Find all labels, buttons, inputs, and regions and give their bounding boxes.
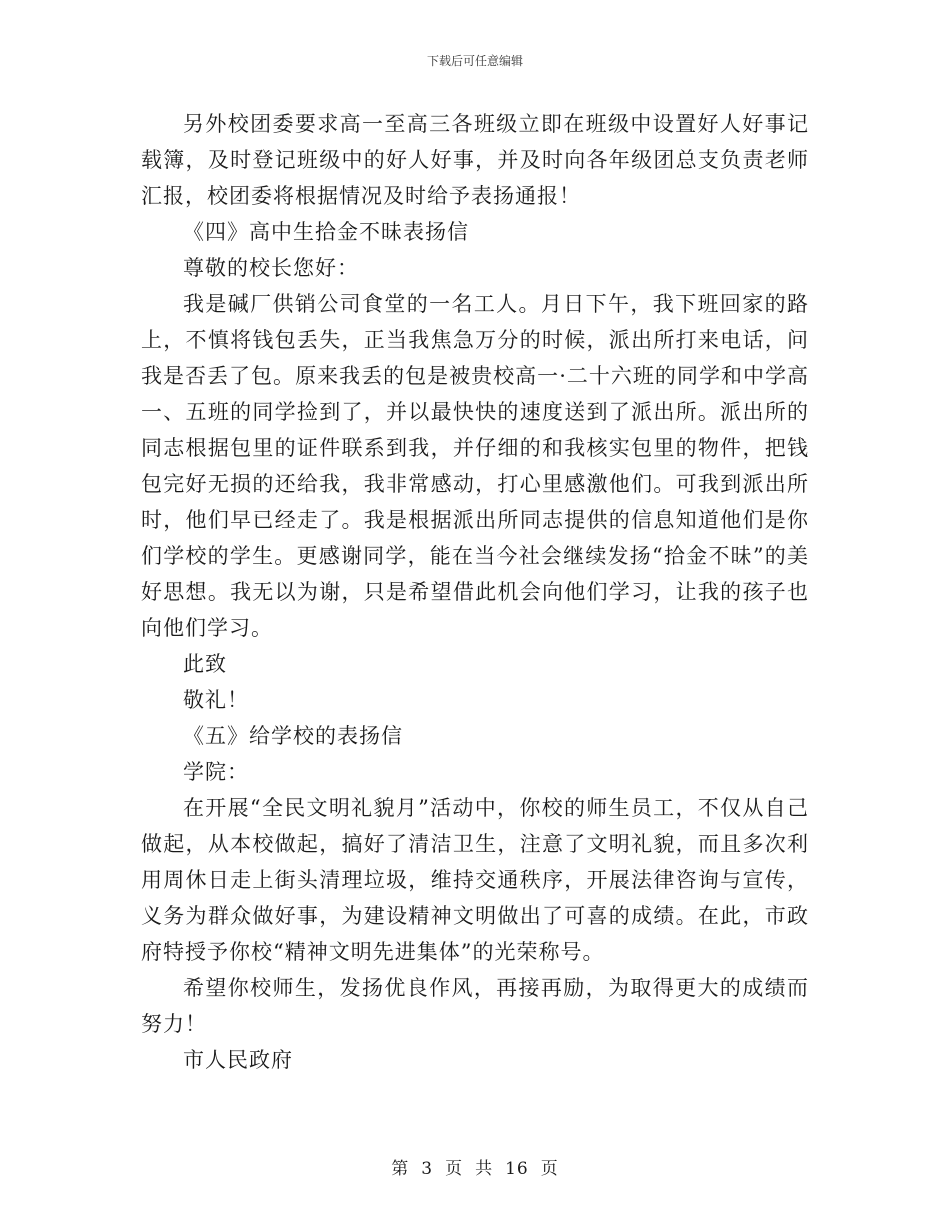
page-footer bbox=[0, 1154, 950, 1179]
footer-total-pages: 16 bbox=[505, 1159, 529, 1179]
closing-cizhi: 此致 bbox=[183, 652, 227, 676]
section-heading-4: 《四》高中生拾金不昧表扬信 bbox=[183, 220, 469, 244]
signature-city-government: 市人民政府 bbox=[183, 1048, 293, 1072]
paragraph-commendation: 在开展“全民文明礼貌月”活动中，你校的师生员工，不仅从自己做起，从本校做起，搞好了清洁卫生，注意了文明礼貌，而且多次利用周休日走上街头清理垃圾，维持交通秩序，开展法律咨询与宣传，义务为群众做好事，为建设精神文明做出了可喜的成绩。在此，市政府特授予你校“精神文明先进集体”的光荣称号。 bbox=[141, 796, 809, 964]
section-heading-5: 《五》给学校的表扬信 bbox=[183, 724, 403, 748]
paragraph-hope: 希望你校师生，发扬优良作风，再接再励，为取得更大的成绩而努力！ bbox=[141, 976, 809, 1036]
closing-jingli: 敬礼！ bbox=[183, 688, 249, 712]
document-body bbox=[141, 106, 809, 1078]
paragraph-notice: 另外校团委要求高一至高三各班级立即在班级中设置好人好事记载簿，及时登记班级中的好人好事，并及时向各年级团总支负责老师汇报，校团委将根据情况及时给予表扬通报！ bbox=[141, 112, 809, 208]
salutation-principal: 尊敬的校长您好： bbox=[183, 256, 359, 280]
footer-prefix: 第 bbox=[391, 1159, 410, 1179]
header-note: 下载后可任意编辑 bbox=[426, 54, 523, 68]
footer-suffix: 页 bbox=[540, 1159, 559, 1179]
footer-total-word: 共 bbox=[475, 1159, 494, 1179]
paragraph-letter-body: 我是碱厂供销公司食堂的一名工人。月日下午，我下班回家的路上，不慎将钱包丢失，正当我焦急万分的时候，派出所打来电话，问我是否丢了包。原来我丢的包是被贵校高一·二十六班的同学和中学高一、五班的同学捡到了，并以最快快的速度送到了派出所。派出所的同志根据包里的证件联系到我，并仔细的和我核实包里的物件，把钱包完好无损的还给我，我非常感动，打心里感激他们。可我到派出所时，他们早已经走了。我是根据派出所同志提供的信息知道他们是你们学校的学生。更感谢同学，能在当今社会继续发扬“拾金不昧”的美好思想。我无以为谢，只是希望借此机会向他们学习，让我的孩子也向他们学习。 bbox=[141, 292, 809, 640]
footer-current-page: 3 bbox=[421, 1159, 434, 1179]
salutation-college: 学院： bbox=[183, 760, 249, 784]
footer-page-word: 页 bbox=[445, 1159, 464, 1179]
